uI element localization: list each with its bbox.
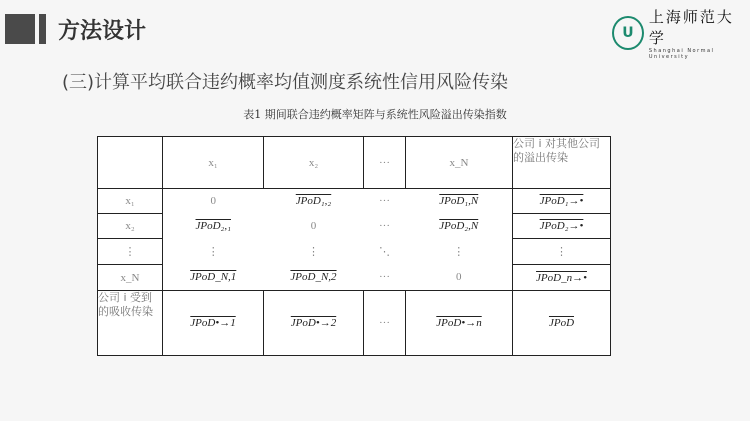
logo-en: Shanghai Normal University [648, 48, 715, 60]
cell: ··· [364, 137, 406, 189]
seal-icon: U [612, 16, 644, 50]
table-header-row [98, 137, 611, 189]
cell: x_N [406, 137, 513, 189]
cell: JPoD•→n [406, 291, 513, 356]
cell: x₁ [163, 137, 264, 189]
cell: x₁ [98, 189, 163, 214]
cell: 0 [406, 265, 513, 291]
subtitle: (三)计算平均联合违约概率均值测度系统性信用风险传染 [62, 72, 509, 93]
cell: x_N [98, 265, 163, 291]
cell: JPoD₂,₁ [163, 214, 264, 239]
table-row [98, 265, 611, 291]
cell: ⋮ [163, 239, 264, 265]
cell: x₂ [264, 137, 364, 189]
cell: 公司 i 受到的吸收传染 [98, 291, 163, 356]
title-bar-decor [5, 14, 35, 44]
cell [98, 137, 163, 189]
cell: JPoD_N,2 [290, 271, 337, 284]
cell: ⋮ [406, 239, 513, 265]
university-logo [612, 6, 750, 60]
cell: ⋮ [308, 246, 319, 258]
table-row [98, 189, 611, 214]
cell: x₂ [98, 214, 163, 239]
cell: ⋮ [513, 239, 611, 265]
title-bar-decor-thin [39, 14, 46, 44]
table-row [98, 239, 611, 265]
cell: JPoD₂,N [406, 214, 513, 239]
cell: JPoD₁,N [406, 189, 513, 214]
slide-title: 方法设计 [58, 19, 147, 44]
table-caption: 表1 期间联合违约概率矩阵与系统性风险溢出传染指数 [243, 108, 507, 121]
cell: JPoD_n→• [513, 265, 611, 291]
cell: JPoD₁,₂ [295, 195, 332, 208]
cell: ··· [379, 220, 390, 232]
cell: JPoD [513, 291, 611, 356]
logo-cn: 上海师范大学 [648, 8, 734, 47]
cell: 0 [163, 189, 264, 214]
table-row [98, 291, 611, 356]
cell: JPoD₁→• [513, 189, 611, 214]
cell: JPoD₂→• [513, 214, 611, 239]
table-row [98, 214, 611, 239]
cell: 公司 i 对其他公司的溢出传染 [513, 137, 611, 189]
cell: JPoD_N,1 [163, 265, 264, 291]
cell: ··· [379, 195, 390, 208]
cell: ··· [364, 291, 406, 356]
cell: ⋱ [379, 246, 390, 258]
jpod-matrix-table [97, 136, 611, 356]
cell: ⋮ [98, 239, 163, 265]
cell: JPoD•→1 [163, 291, 264, 356]
cell: JPoD•→2 [264, 291, 364, 356]
cell: 0 [310, 220, 317, 232]
cell: ··· [379, 271, 390, 284]
